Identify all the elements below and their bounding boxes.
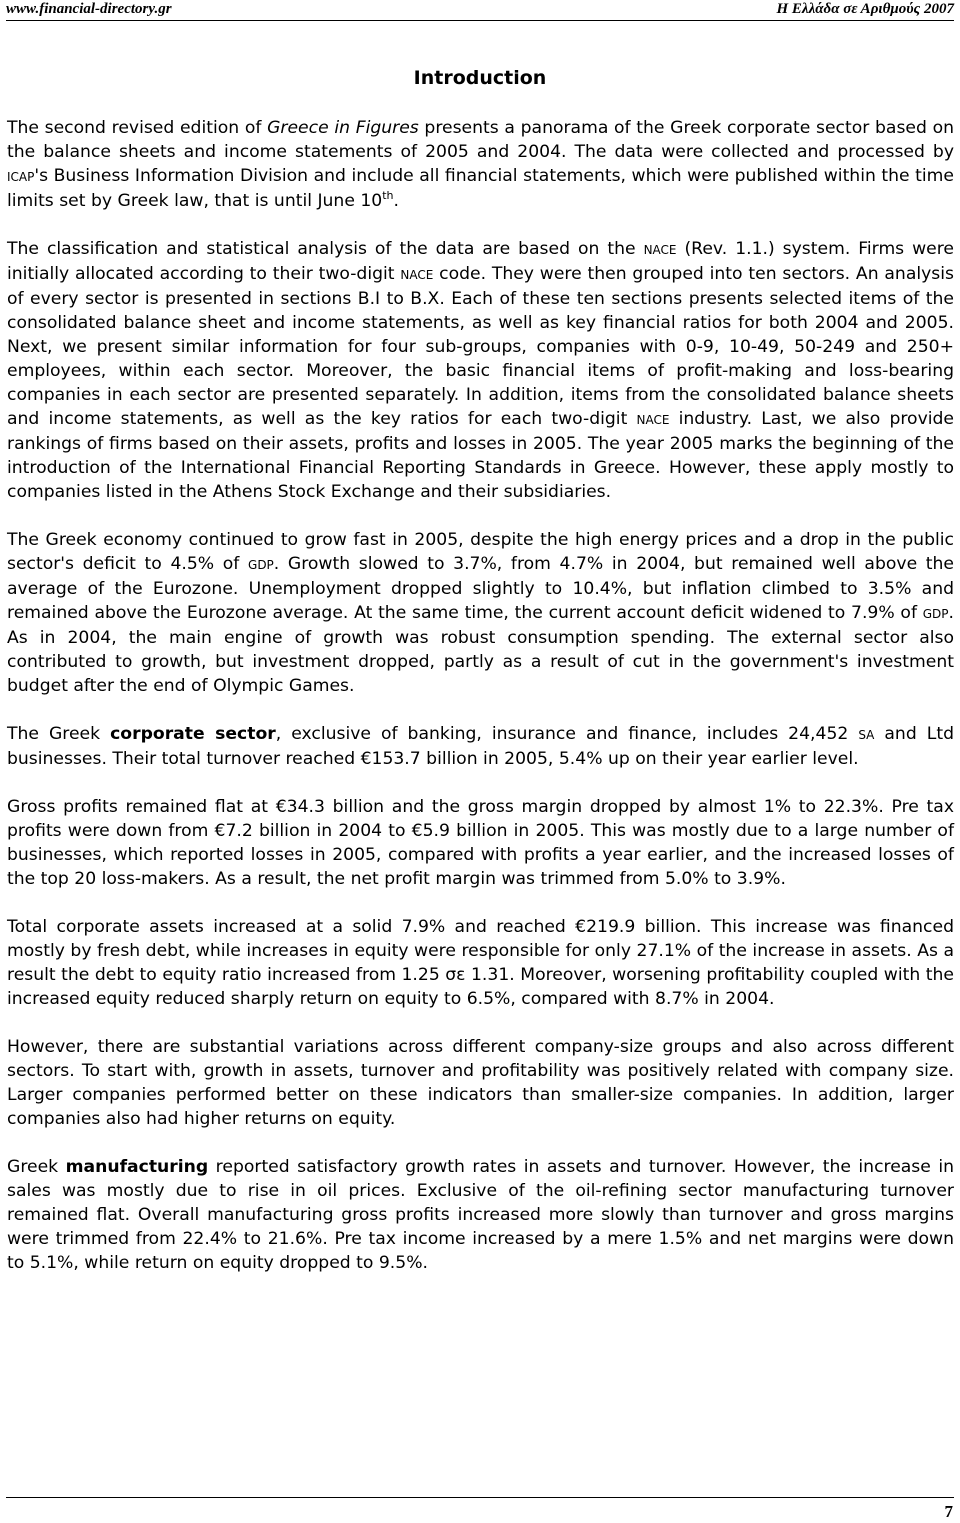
page-header: [6, 0, 954, 21]
footer-divider: [6, 1497, 954, 1498]
page-number: 7: [944, 1502, 953, 1521]
acronym-sa: SA: [858, 728, 875, 742]
keyword-manufacturing: manufacturing: [65, 1157, 209, 1177]
paragraph-economy: The Greek economy continued to grow fast in 2005, despite the high energy prices and a drop in the public sector's deficit to 4.5% of GDP. Growth slowed to 3.7%, from 4.7% in 2004, but remained well above the average of the Eurozone. Unemployment dropped slightly to 10.4%, but inflation climbed to 3.5% and remained above the Eurozone average. At the same time, the current account deficit widened to 7.9% of GDP. As in 2004, the main engine of growth was robust consumption spending. The external sector also contributed to growth, but investment dropped, partly as a result of cut in the government's investment budget after the end of Olympic Games.: [7, 530, 954, 696]
acronym-nace: NACE: [643, 243, 677, 257]
header-title: Η Ελλάδα σε Αριθμούς 2007: [776, 1, 954, 17]
acronym-nace: NACE: [636, 413, 670, 427]
acronym-icap: ICAP: [7, 170, 35, 184]
acronym-gdp: GDP: [922, 607, 949, 621]
paragraph-classification: The classification and statistical analysis of the data are based on the NACE (Rev. 1.1.) system. Firms were initially allocated according to their two-digit NACE code. They were then grouped into ten sectors. An analysis of every sector is presented in sections B.I to B.X. Each of these ten sections presents selected items of the consolidated balance sheet and income statements, as well as key financial ratios for both 2004 and 2005. Next, we present similar information for four sub-groups, companies with 0-9, 10-49, 50-249 and 250+ employees, within each sector. Moreover, the basic financial items of profit-making and loss-bearing companies in each sector are presented separately. In addition, items from the consolidated balance sheets and income statements, as well as the key ratios for each two-digit NACE industry. Last, we also provide rankings of firms based on their assets, profits and losses in 2005. The year 2005 marks the beginning of the introduction of the International Financial Reporting Standards in Greece. However, these apply mostly to companies listed in the Athens Stock Exchange and their subsidiaries.: [7, 239, 955, 502]
paragraph-intro: The second revised edition of Greece in Figures presents a panorama of the Greek corporate sector based on the balance sheets and income statements of 2005 and 2004. The data were collected and processed by ICAP's Business Information Division and include all financial statements, which were published within the time limits set by Greek law, that is until June 10th.: [7, 118, 954, 211]
paragraph-manufacturing: Greek manufacturing reported satisfactory growth rates in assets and turnover. However, the increase in sales was mostly due to rise in oil prices. Exclusive of the oil-refining sector manufacturing turnover remained flat. Overall manufacturing gross profits increased more slowly than turnover and gross margins were trimmed from 22.4% to 21.6%. Pre tax income increased by a mere 1.5% and net margins were down to 5.1%, while return on equity dropped to 9.5%.: [7, 1157, 954, 1273]
paragraph-gross-profits: Gross profits remained flat at €34.3 billion and the gross margin dropped by almost 1% to 22.3%. Pre tax profits were down from €7.2 billion in 2004 to €5.9 billion in 2005. This was mostly due to a large number of businesses, which reported losses in 2005, compared with profits a year earlier, and the increased losses of the top 20 loss-makers. As a result, the net profit margin was trimmed from 5.0% to 3.9%.: [7, 797, 954, 889]
paragraph-assets: Total corporate assets increased at a solid 7.9% and reached €219.9 billion. This increase was financed mostly by fresh debt, while increases in equity were responsible for only 27.1% of the increase in assets. As a result the debt to equity ratio increased from 1.25 σε 1.31. Moreover, worsening profitability coupled with the increased equity reduced sharply return on equity to 6.5%, compared with 8.7% in 2004.: [7, 917, 954, 1009]
publication-title: Greece in Figures: [267, 118, 419, 138]
page-title: Introduction: [413, 67, 547, 89]
paragraph-variations: However, there are substantial variations across different company-size groups and also across different sectors. To start with, growth in assets, turnover and profitability was positively related with company size. Larger companies performed better on these indicators than smaller-size companies. In addition, larger companies also had higher returns on equity.: [7, 1037, 954, 1129]
acronym-gdp: GDP: [248, 558, 274, 572]
acronym-nace: NACE: [400, 268, 434, 282]
header-url: www.financial-directory.gr: [6, 1, 172, 17]
paragraph-corporate-sector: The Greek corporate sector, exclusive of banking, insurance and finance, includes 24,452 SA and Ltd businesses. Their total turnover reached €153.7 billion in 2005, 5.4% up on their year earlier level.: [7, 724, 954, 769]
document-body: [7, 116, 954, 1299]
keyword-corporate-sector: corporate sector: [110, 724, 276, 744]
